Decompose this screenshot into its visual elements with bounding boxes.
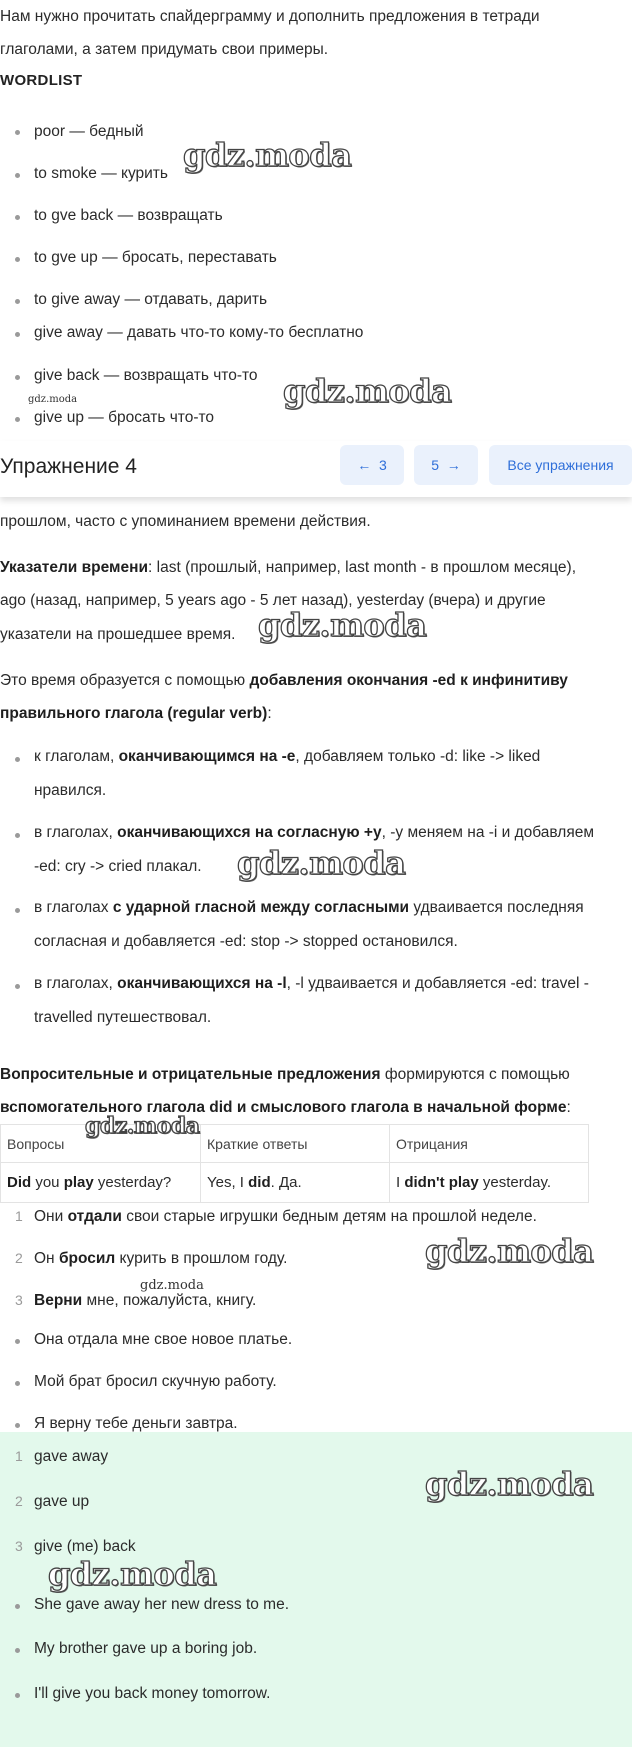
all-exercises-button[interactable]: Все упражнения [489, 445, 632, 485]
answer-item: give (me) back [34, 1538, 136, 1555]
rule-line: к глаголам, оканчивающимся на -e, добавляем только -d: like -> liked [34, 748, 541, 765]
arrow-left-icon: ← [357, 457, 372, 473]
table-cell: I didn't play yesterday. [390, 1163, 589, 1203]
time-markers-line-3: указатели на прошедшее время. [0, 626, 236, 643]
bullet-icon [15, 257, 20, 262]
rule-line: -ed: cry -> cried плакал. [34, 858, 202, 875]
prev-exercise-number: 3 [378, 457, 387, 473]
watermark: gdz.moda [85, 1113, 200, 1139]
bullet-icon [15, 757, 20, 762]
answer-example: She gave away her new dress to me. [34, 1596, 290, 1613]
exercise-title: Упражнение 4 [0, 455, 137, 478]
bullet-icon [15, 332, 20, 337]
watermark-small: gdz.moda [140, 1278, 204, 1293]
table-row [1, 1163, 589, 1203]
task-sentence: Верни мне, пожалуйста, книгу. [34, 1292, 257, 1309]
next-exercise-number: 5 [431, 457, 439, 473]
formation-line-2: правильного глагола (regular verb): [0, 705, 272, 722]
answer-example: I'll give you back money tomorrow. [34, 1685, 271, 1702]
bullet-icon [15, 1648, 20, 1653]
intro-line-2: глаголами, а затем придумать свои примеры. [0, 41, 329, 58]
item-number: 3 [15, 1538, 23, 1554]
next-exercise-button[interactable] [414, 445, 478, 485]
wordlist-item: to smoke — курить [34, 165, 168, 182]
formation-line-1: Это время образуется с помощью добавления окончания -ed к инфинитиву [0, 672, 568, 689]
wordlist-item: give up — бросать что-то [34, 409, 215, 426]
rule-line: travelled путешествовал. [34, 1009, 212, 1026]
time-markers-line-1: Указатели времени: last (прошлый, например, last month - в прошлом месяце), [0, 559, 577, 576]
watermark: gdz.moda [183, 136, 352, 174]
example-sentence: Мой брат бросил скучную работу. [34, 1373, 277, 1390]
bullet-icon [15, 833, 20, 838]
wordlist-title: WORDLIST [0, 72, 83, 89]
time-markers-label: Указатели времени [0, 559, 149, 576]
wordlist-item: give back — возвращать что-то [34, 367, 258, 384]
time-markers-line-2: ago (назад, например, 5 years ago - 5 лет назад), yesterday (вчера) и другие [0, 592, 546, 609]
wordlist-item: to gve up — бросать, переставать [34, 249, 277, 266]
prev-exercise-button[interactable] [340, 445, 404, 485]
example-sentence: Она отдала мне свое новое платье. [34, 1331, 293, 1348]
bullet-icon [15, 173, 20, 178]
answer-example: My brother gave up a boring job. [34, 1640, 258, 1657]
watermark-small: gdz.moda [28, 394, 78, 405]
table-header-cell: Краткие ответы [201, 1125, 390, 1163]
watermark: gdz.moda [237, 844, 406, 882]
questions-line-1: Вопросительные и отрицательные предложения формируются с помощью [0, 1066, 570, 1083]
rule-line: в глаголах, оканчивающихся на согласную +y, -y меняем на -i и добавляем [34, 824, 595, 841]
watermark: gdz.moda [48, 1555, 217, 1593]
grammar-past-line: прошлом, часто с упоминанием времени действия. [0, 513, 371, 530]
table-header-cell: Отрицания [390, 1125, 589, 1163]
answer-item: gave up [34, 1493, 90, 1510]
bullet-icon [15, 417, 20, 422]
bullet-icon [15, 1423, 20, 1428]
bullet-icon [15, 1693, 20, 1698]
rule-line: в глаголах с ударной гласной между согласными удваивается последняя [34, 899, 584, 916]
bullet-icon [15, 130, 20, 135]
bullet-icon [15, 1339, 20, 1344]
table-cell: Yes, I did. Да. [201, 1163, 390, 1203]
table-header-cell: Вопросы [1, 1125, 201, 1163]
watermark: gdz.moda [425, 1232, 594, 1270]
item-number: 2 [15, 1250, 23, 1266]
task-sentence: Они отдали свои старые игрушки бедным детям на прошлой неделе. [34, 1208, 537, 1225]
wordlist-item: to give away — отдавать, дарить [34, 291, 268, 308]
example-sentence: Я верну тебе деньги завтра. [34, 1415, 238, 1432]
wordlist-item: poor — бедный [34, 123, 144, 140]
bullet-icon [15, 984, 20, 989]
rule-line: в глаголах, оканчивающихся на -l, -l удваивается и добавляется -ed: travel - [34, 975, 589, 992]
table-cell: Did you play yesterday? [1, 1163, 201, 1203]
bullet-icon [15, 299, 20, 304]
wordlist-item: give away — давать что-то кому-то бесплатно [34, 324, 364, 341]
watermark: gdz.moda [425, 1465, 594, 1503]
exercise-nav [0, 441, 632, 497]
task-sentence: Он бросил курить в прошлом году. [34, 1250, 288, 1267]
rule-line: согласная и добавляется -ed: stop -> stopped остановился. [34, 933, 458, 950]
item-number: 1 [15, 1448, 23, 1464]
arrow-right-icon: → [446, 457, 461, 473]
item-number: 3 [15, 1292, 23, 1308]
bullet-icon [15, 375, 20, 380]
watermark: gdz.moda [283, 372, 452, 410]
item-number: 1 [15, 1208, 23, 1224]
item-number: 2 [15, 1493, 23, 1509]
intro-line-1: Нам нужно прочитать спайдерграмму и дополнить предложения в тетради [0, 8, 540, 25]
bullet-icon [15, 908, 20, 913]
questions-line-2: вспомогательного глагола did и смыслового глагола в начальной форме: [0, 1099, 571, 1116]
answer-item: gave away [34, 1448, 109, 1465]
bullet-icon [15, 1604, 20, 1609]
watermark: gdz.moda [258, 606, 427, 644]
wordlist-item: to gve back — возвращать [34, 207, 223, 224]
rule-line: нравился. [34, 782, 107, 799]
bullet-icon [15, 1381, 20, 1386]
bullet-icon [15, 215, 20, 220]
